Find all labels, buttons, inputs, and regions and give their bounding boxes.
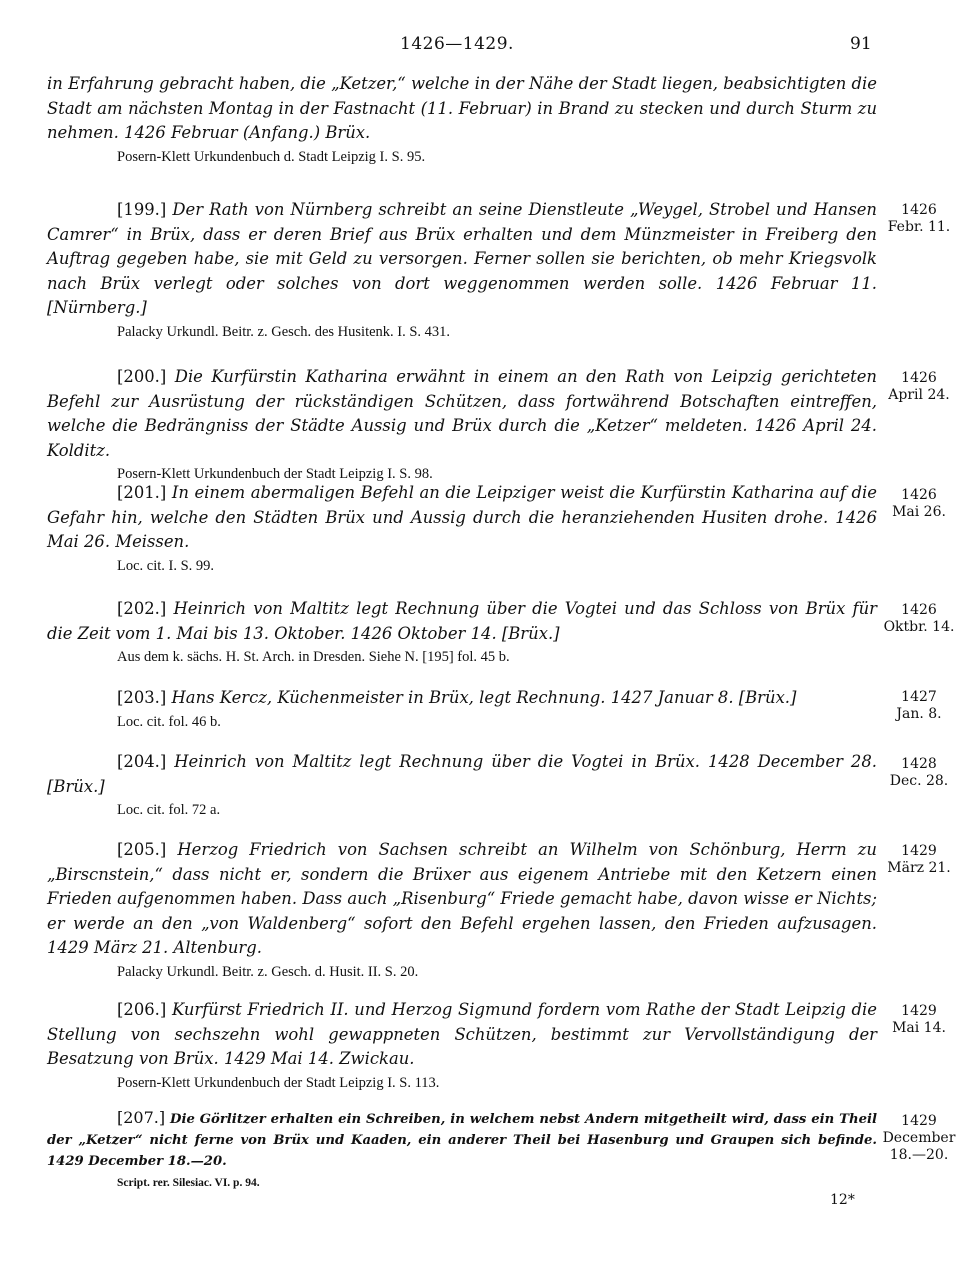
entry-source: Loc. cit. I. S. 99. — [117, 557, 215, 574]
entry-number: [200.] — [117, 367, 167, 386]
entry-body: Hans Kercz, Küchenmeister in Brüx, legt Rechnung. 1427 Januar 8. [Brüx.] — [171, 688, 797, 707]
margin-year: 1426 — [901, 487, 937, 503]
entry-201 — [47, 481, 877, 577]
entry-202 — [47, 597, 877, 668]
margin-day: Febr. 11. — [887, 219, 951, 235]
entry-body: in Erfahrung gebracht haben, die „Ketzer,“ welche in der Nähe der Stadt liegen, beabsichtigten die Stadt am nächsten Montag in der Fastnacht (11. Februar) in Brand zu stecken und durch Sturm zu nehmen. 1426 Februar (Anfang.) Brüx. — [47, 74, 877, 142]
margin-year: 1429 — [901, 1113, 937, 1129]
entry-203 — [47, 686, 877, 733]
margin-date-200 — [880, 370, 958, 404]
entry-source: Posern-Klett Urkundenbuch d. Stadt Leipzig I. S. 95. — [117, 148, 426, 165]
margin-day: März 21. — [887, 860, 951, 876]
margin-year: 1428 — [901, 756, 937, 772]
page-number: 91 — [850, 34, 872, 54]
margin-day: Jan. 8. — [896, 706, 942, 722]
margin-year: 1427 — [901, 689, 937, 705]
margin-date-199 — [880, 202, 958, 236]
margin-day: April 24. — [888, 387, 950, 403]
margin-date-207 — [880, 1113, 958, 1164]
entry-number: [201.] — [117, 483, 167, 502]
entry-body: Herzog Friedrich von Sachsen schreibt an Wilhelm von Schönburg, Herrn zu „Birscnstein,“ dass nicht er, sondern die Brüxer aus eigenem Antriebe mit den Ketzern einen Frieden aufgenommen haben. Dass auch „Risenburg“ Friede gemacht habe, davon wisse er Nichts; er werde an den „von Waldenberg“ sofort den Befehl ergehen lassen, den Frieden aufzusagen. 1429 März 21. Altenburg. — [47, 840, 877, 957]
margin-date-203 — [880, 689, 958, 723]
entry-body: In einem abermaligen Befehl an die Leipziger weist die Kurfürstin Katharina auf die Gefahr hin, welche den Städten Brüx und Aussig durch die heranziehenden Husiten drohe. 1426 Mai 26. Meissen. — [47, 483, 877, 551]
margin-day: Mai 14. — [892, 1020, 946, 1036]
margin-date-202 — [880, 602, 958, 636]
entry-number: [199.] — [117, 200, 167, 219]
entry-source: Posern-Klett Urkundenbuch der Stadt Leipzig I. S. 98. — [117, 466, 433, 482]
entry-199 — [47, 198, 877, 343]
entry-source: Script. rer. Silesiac. VI. p. 94. — [117, 1177, 260, 1189]
entry-body: Die Kurfürstin Katharina erwähnt in einem an den Rath von Leipzig gerichteten Befehl zur Ausrüstung der rückständigen Schützen, dass fortwährend Botschaften eintreffen, welche die Bedrängniss der Städte Aussig und Brüx durch die „Ketzer“ meldeten. 1426 April 24. Kolditz. — [47, 367, 877, 460]
margin-year: 1426 — [901, 602, 937, 618]
margin-day: Oktbr. 14. — [883, 619, 955, 635]
entry-source: Posern-Klett Urkundenbuch der Stadt Leipzig I. S. 113. — [117, 1074, 440, 1091]
entry-200 — [47, 365, 877, 485]
margin-date-205 — [880, 843, 958, 877]
entry-body: Heinrich von Maltitz legt Rechnung über die Vogtei in Brüx. 1428 December 28. [Brüx.] — [47, 752, 877, 796]
margin-day: Dec. 28. — [889, 773, 949, 789]
margin-year: 1426 — [901, 202, 937, 218]
entry-body: Heinrich von Maltitz legt Rechnung über die Vogtei und das Schloss von Brüx für die Zeit vom 1. Mai bis 13. Oktober. 1426 Oktober 14. [Brüx.] — [47, 599, 877, 643]
margin-day: Mai 26. — [892, 504, 946, 520]
margin-year: 1429 — [901, 1003, 937, 1019]
entry-number: [206.] — [117, 1000, 167, 1019]
entry-number: [202.] — [117, 599, 167, 618]
running-header-years: 1426—1429. — [400, 34, 514, 54]
margin-date-206 — [880, 1003, 958, 1037]
entry-205 — [47, 838, 877, 983]
entry-source: Loc. cit. fol. 72 a. — [117, 802, 221, 818]
signature-mark: 12* — [830, 1192, 855, 1208]
margin-date-201 — [880, 487, 958, 521]
margin-year: 1426 — [901, 370, 937, 386]
entry-number: [203.] — [117, 688, 167, 707]
entry-continuation — [47, 72, 877, 168]
margin-year: 1429 — [901, 843, 937, 859]
entry-body: Die Görlitzer erhalten ein Schreiben, in welchem nebst Andern mitgetheilt wird, dass ein Theil der „Ketzer“ nicht ferne von Brüx und Kaaden, ein anderer Theil bei Hasenburg und Graupen sich befinde. 1429 December 18.—20. — [47, 1112, 877, 1169]
entry-number: [205.] — [117, 840, 167, 859]
entry-number: [207.] — [117, 1108, 166, 1127]
entry-207 — [47, 1107, 877, 1194]
entry-source: Loc. cit. fol. 46 b. — [117, 713, 221, 730]
entry-source: Palacky Urkundl. Beitr. z. Gesch. d. Husit. II. S. 20. — [117, 963, 419, 980]
entry-source: Palacky Urkundl. Beitr. z. Gesch. des Husitenk. I. S. 431. — [117, 323, 451, 340]
margin-date-204 — [880, 756, 958, 790]
entry-204 — [47, 750, 877, 821]
margin-day: December 18.—20. — [882, 1130, 956, 1163]
entry-source: Aus dem k. sächs. H. St. Arch. in Dresden. Siehe N. [195] fol. 45 b. — [117, 649, 510, 665]
entry-number: [204.] — [117, 752, 167, 771]
entry-body: Der Rath von Nürnberg schreibt an seine Dienstleute „Weygel, Strobel und Hansen Camrer“ in Brüx, dass er deren Brief aus Brüx erhalten und dem Münzmeister in Freiberg den Auftrag gegeben habe, sie mit Geld zu versorgen. Ferner sollen sie berichten, ob mehr Kriegsvolk nach Brüx verlegt oder solches von dort weggenommen werden solle. 1426 Februar 11. [Nürnberg.] — [47, 200, 877, 317]
entry-body: Kurfürst Friedrich II. und Herzog Sigmund fordern vom Rathe der Stadt Leipzig die Stellung von sechszehn wohl gewappneten Schützen, bestimmt zur Vervollständigung der Besatzung von Brüx. 1429 Mai 14. Zwickau. — [47, 1000, 877, 1068]
entry-206 — [47, 998, 877, 1094]
